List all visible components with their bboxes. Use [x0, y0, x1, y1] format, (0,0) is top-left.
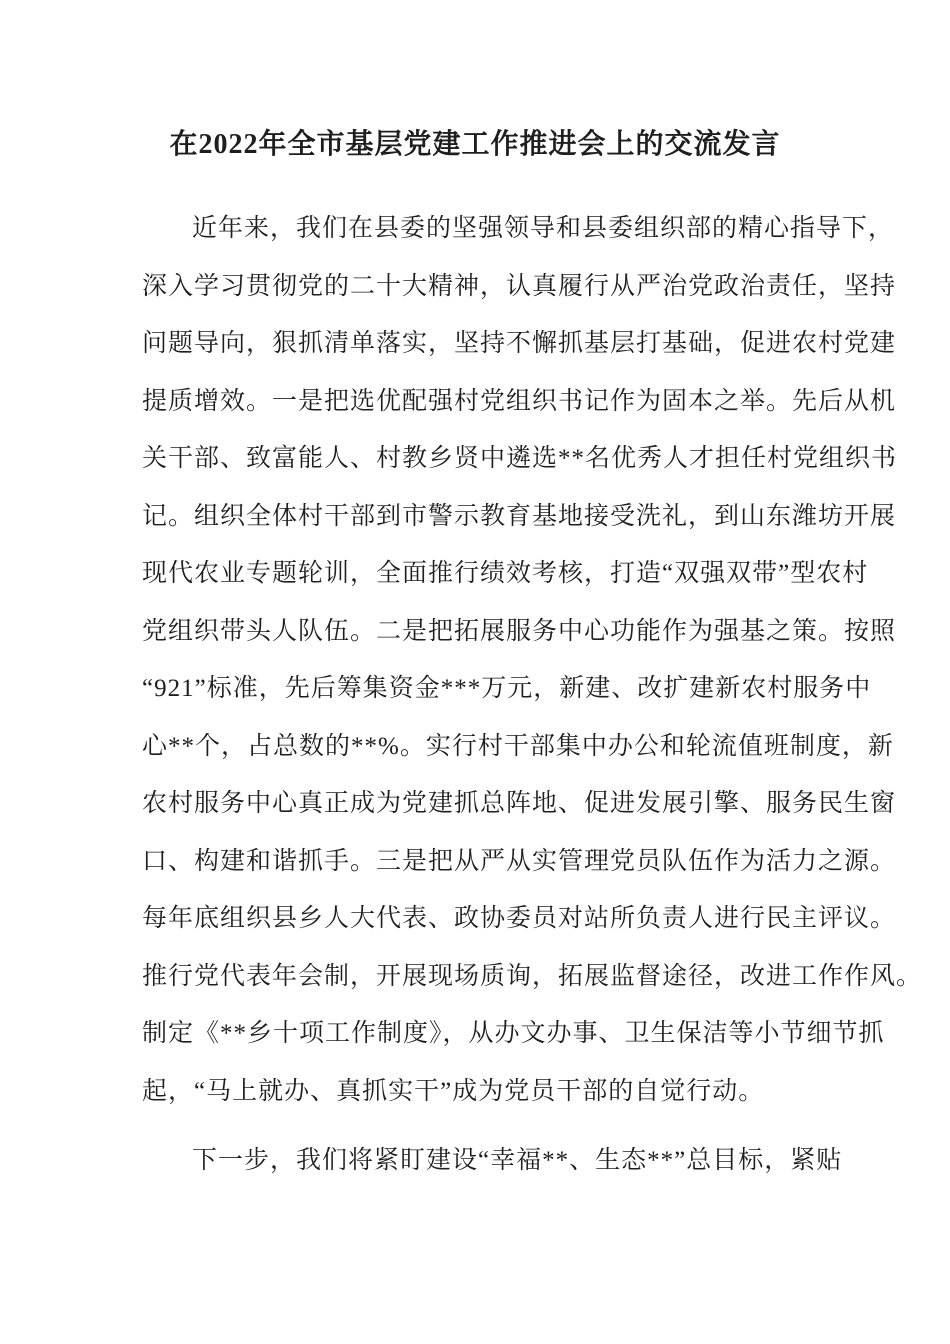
text-line: 起，“马上就办、真抓实干”成为党员干部的自觉行动。	[142, 1077, 765, 1105]
text-line: 记。组织全体村干部到市警示教育基地接受洗礼，到山东潍坊开展	[142, 502, 897, 530]
text-line: 下一步，我们将紧盯建设“幸福**、生态**”总目标，紧贴	[192, 1147, 843, 1174]
text-line: 口、构建和谐抓手。三是把从严从实管理党员队伍作为活力之源。	[142, 847, 897, 875]
document-body	[142, 200, 923, 1190]
text-line: 每年底组织县乡人大代表、政协委员对站所负责人进行民主评议。	[142, 905, 897, 932]
text-line: 党组织带头人队伍。二是把拓展服务中心功能作为强基之策。按照	[142, 617, 897, 645]
text-line: 提质增效。一是把选优配强村党组织书记作为固本之举。先后从机	[142, 387, 897, 415]
text-line: 现代农业专题轮训，全面推行绩效考核，打造“双强双带”型农村	[142, 560, 869, 587]
text-line: 农村服务中心真正成为党建抓总阵地、促进发展引擎、服务民生窗	[142, 790, 897, 817]
text-line: 心**个，占总数的**%。实行村干部集中办公和轮流值班制度，新	[142, 732, 894, 760]
text-line: 制定《**乡十项工作制度》，从办文办事、卫生保洁等小节细节抓	[142, 1020, 885, 1047]
text-line: 深入学习贯彻党的二十大精神，认真履行从严治党政治责任，坚持	[142, 272, 897, 300]
text-line: “921”标准，先后筹集资金***万元，新建、改扩建新农村服务中	[142, 675, 872, 702]
text-line: 推行党代表年会制，开展现场质询，拓展监督途径，改进工作作风。	[142, 962, 923, 990]
document-title: 在2022年全市基层党建工作推进会上的交流发言	[169, 129, 781, 160]
text-line: 问题导向，狠抓清单落实，坚持不懈抓基层打基础，促进农村党建	[142, 330, 897, 357]
text-line: 关干部、致富能人、村教乡贤中遴选**名优秀人才担任村党组织书	[142, 445, 898, 472]
text-line: 近年来，我们在县委的坚强领导和县委组织部的精心指导下，	[192, 215, 895, 242]
